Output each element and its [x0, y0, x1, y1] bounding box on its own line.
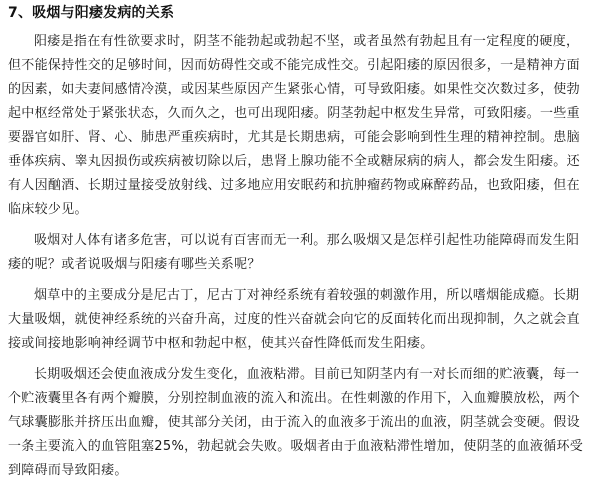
section-heading: 7、吸烟与阳痿发病的关系	[8, 5, 175, 21]
paragraph-smoking-question: 吸烟对人体有诸多危害，可以说有百害而无一利。那么吸烟又是怎样引起性功能障碍而发生阳痿的呢？或者说吸烟与阳痿有哪些关系呢？	[8, 233, 580, 272]
paragraph-blood-viscosity: 长期吸烟还会使血液成分发生变化，血液粘滞。目前已知阴茎内有一对长而细的贮液囊，每一个贮液囊里各有两个瓣膜，分别控制血液的流入和流出。在性刺激的作用下，入血瓣膜放松，两个气球囊膨胀并挤压出血瓣，使其部分关闭，由于流入的血液多于流出的血液，阴茎就会变硬。假设一条主要流入的血管阻塞25%，勃起就会失败。吸烟者由于血液粘滞性增加，使阴茎的血液循环受到障碍而导致阳痿。	[8, 367, 584, 478]
paragraph-causes-of-impotence: 阳痿是指在有性欲要求时，阴茎不能勃起或勃起不坚，或者虽然有勃起且有一定程度的硬度，但不能保持性交的足够时间，因而妨碍性交或不能完成性交。引起阳痿的原因很多，一是精神方面的因素，如夫妻间感情冷漠，或因某些原因产生紧张心情，可导致阳痿。如果性交次数过多，使勃起中枢经常处于紧张状态，久而久之，也可出现阳痿。阴茎勃起中枢发生异常，可致阳痿。一些重要器官如肝、肾、心、肺患严重疾病时，尤其是长期患病，可能会影响到性生理的精神控制。患脑垂体疾病、睾丸因损伤或疾病被切除以后，患肾上腺功能不全或糖尿病的病人，都会发生阳痿。还有人因酗酒、长期过量接受放射线、过多地应用安眠药和抗肿瘤药物或麻醉药品，也致阳痿，但在临床较少见。	[8, 34, 580, 217]
paragraph-nicotine-effects: 烟草中的主要成分是尼古丁，尼古丁对神经系统有着较强的刺激作用，所以嗜烟能成瘾。长期大量吸烟，就使神经系统的兴奋升高，过度的性兴奋就会向它的反面转化而出现抑制，久之就会直接或间接地影响神经调节中枢和勃起中枢，使其兴奋性降低而发生阳痿。	[8, 288, 580, 351]
